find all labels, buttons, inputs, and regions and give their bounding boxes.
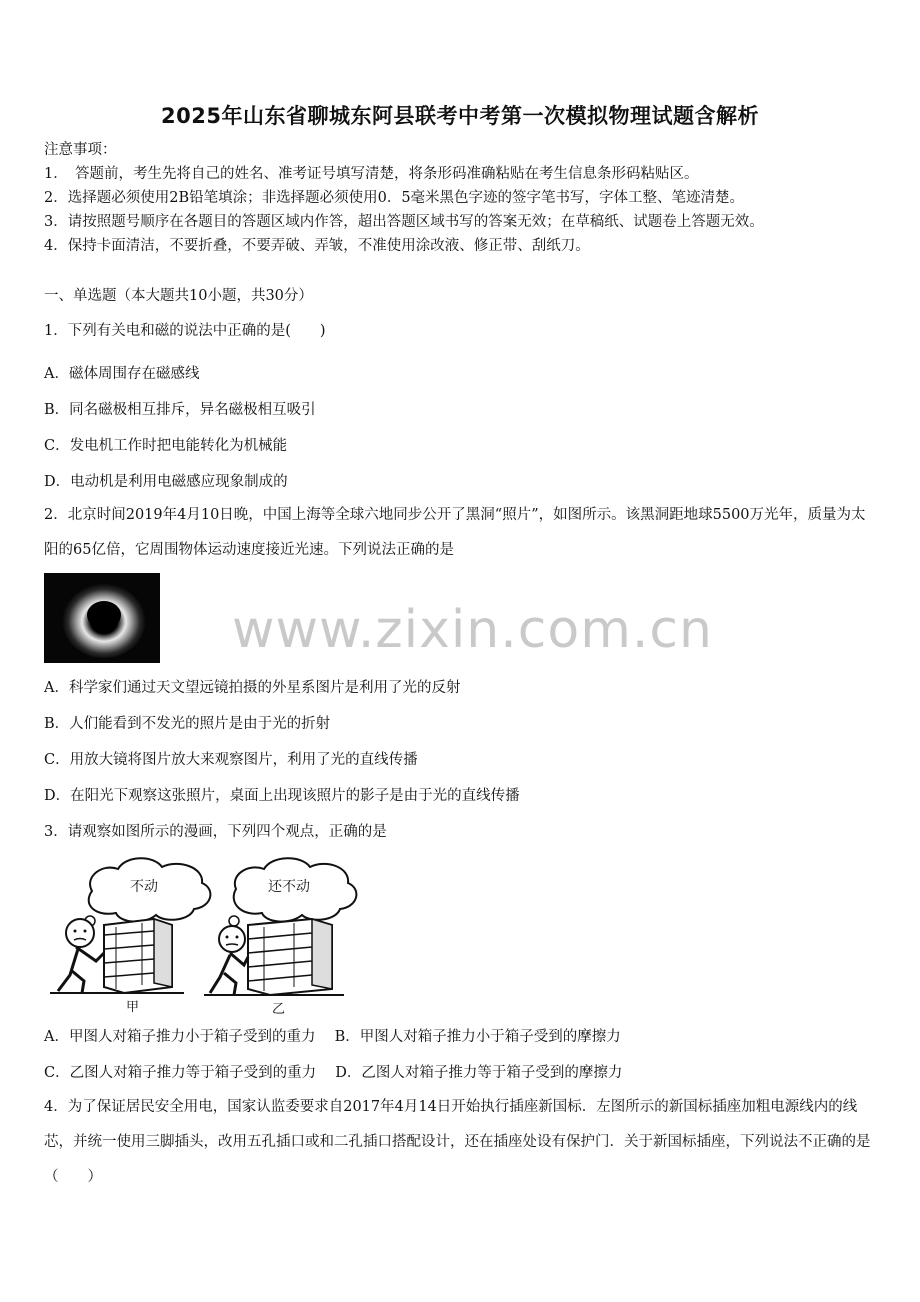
question-4-stem: 4．为了保证居民安全用电，国家认监委要求自2017年4月14日开始执行插座新国标．左图所示的新国标插座加粗电源线内的线芯，并统一使用三脚插头，改用五孔插口或和二孔插口搭配设计，还在插座处设有保护门．关于新国标插座，下列说法不正确的是（ ） (44, 1099, 871, 1185)
black-hole-image (44, 573, 160, 663)
section-heading: 一、单选题（本大题共10小题，共30分） (44, 288, 313, 304)
question-1-stem: 1．下列有关电和磁的说法中正确的是( ) (44, 323, 326, 339)
question-3-options-row-2: C．乙图人对箱子推力等于箱子受到的重力 D．乙图人对箱子推力等于箱子受到的摩擦力 (44, 1065, 623, 1081)
bubble-2-text: 还不动 (268, 879, 310, 895)
notice-item: 3．请按照题号顺序在各题目的答题区域内作答，超出答题区域书写的答案无效；在草稿纸、试题卷上答题无效。 (44, 214, 764, 230)
label-jia: 甲 (126, 1000, 140, 1015)
page-title: 2025年山东省聊城东阿县联考中考第一次模拟物理试题含解析 (161, 104, 759, 128)
notice-item: 4．保持卡面清洁，不要折叠，不要弄破、弄皱，不准使用涂改液、修正带、刮纸刀。 (44, 238, 590, 254)
notice-item: 1． 答题前，考生先将自己的姓名、准考证号填写清楚，将条形码准确粘贴在考生信息条形码粘贴区。 (44, 166, 699, 182)
notice-heading: 注意事项： (44, 142, 117, 158)
cartoon-figure (44, 853, 364, 1015)
question-1-option-c: C．发电机工作时把电能转化为机械能 (44, 438, 288, 454)
bubble-1-text: 不动 (130, 879, 158, 895)
question-3-stem: 3．请观察如图所示的漫画，下列四个观点，正确的是 (44, 824, 387, 840)
notice-item: 2．选择题必须使用2B铅笔填涂；非选择题必须使用0．5毫米黑色字迹的签字笔书写，字体工整、笔迹清楚。 (44, 190, 745, 206)
person-1 (58, 919, 104, 993)
watermark: www.zixin.com.cn (232, 600, 713, 660)
question-2-option-a: A．科学家们通过天文望远镜拍摄的外星系图片是利用了光的反射 (44, 680, 461, 696)
question-1-option-d: D．电动机是利用电磁感应现象制成的 (44, 474, 288, 490)
question-1-option-a: A．磁体周围存在磁感线 (44, 366, 200, 382)
question-2-option-b: B．人们能看到不发光的照片是由于光的折射 (44, 716, 331, 732)
question-2-option-c: C．用放大镜将图片放大来观察图片，利用了光的直线传播 (44, 752, 418, 768)
label-yi: 乙 (272, 1002, 286, 1015)
person-2 (210, 926, 248, 995)
question-1-option-b: B．同名磁极相互排斥，异名磁极相互吸引 (44, 402, 316, 418)
question-2-option-d: D．在阳光下观察这张照片，桌面上出现该照片的影子是由于光的直线传播 (44, 788, 520, 804)
question-2-stem: 2．北京时间2019年4月10日晚，中国上海等全球六地同步公开了黑洞“照片”，如图所示。该黑洞距地球5500万光年，质量为太阳的65亿倍，它周围物体运动速度接近光速。下列说法正确的是 (44, 507, 866, 558)
question-3-options-row-1: A．甲图人对箱子推力小于箱子受到的重力 B．甲图人对箱子推力小于箱子受到的摩擦力 (44, 1029, 621, 1045)
